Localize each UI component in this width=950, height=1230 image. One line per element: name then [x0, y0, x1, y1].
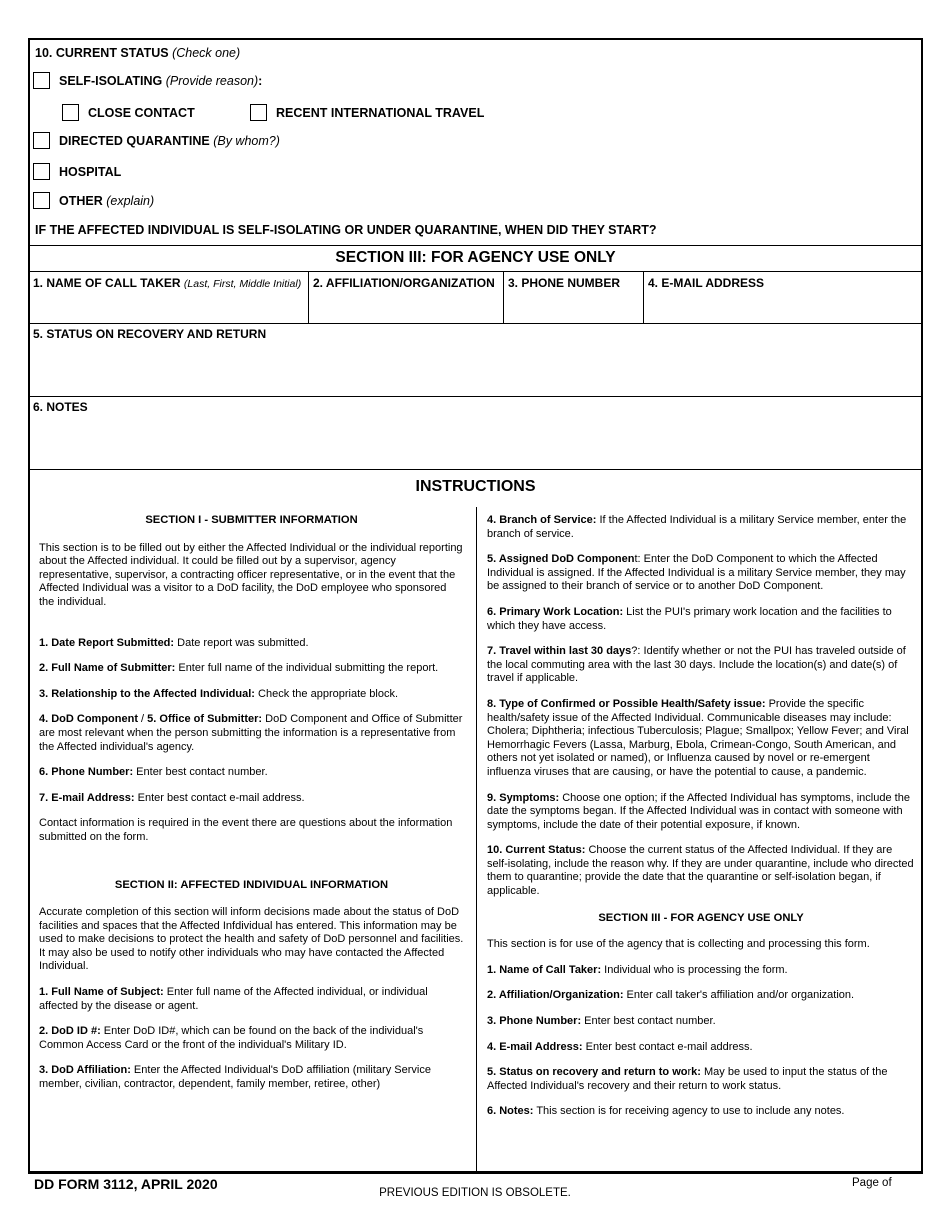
instruction-item: 6. Notes: This section is for receiving agency to use to include any notes. — [487, 1105, 845, 1118]
instruction-item: 5. Status on recovery and return to work: May be used to input the status of the Affected Individual's recovery and their return to work status. — [487, 1066, 888, 1092]
section-iii-title: SECTION III: FOR AGENCY USE ONLY — [335, 249, 616, 266]
divider — [643, 271, 644, 323]
phone-field[interactable]: 3. PHONE NUMBER — [508, 276, 621, 290]
obsolete-note: PREVIOUS EDITION IS OBSOLETE. — [379, 1187, 571, 1199]
contact-note: Contact information is required in the event there are questions about the information submitted on the form. — [39, 817, 453, 843]
email-field[interactable]: 4. E-MAIL ADDRESS — [648, 276, 765, 290]
instruction-item: 8. Type of Confirmed or Possible Health/Safety issue: Provide the specific health/safety issue of the Affected Individual. Communicable diseases may include: Cholera; Diphtheria; infectious Tuberculosis; Plague; Smallpox; Yellow Fever; and Viral Hemorrhagic Fevers (Lassa, Marburg, Ebola, Crimean-Congo, South American, and others not yet isolated or named), or Influenza caused by novel or re-emergent influenza viruses that are causing, or have the potential to cause, a pandemic. — [487, 697, 909, 778]
instruction-item: 7. Travel within last 30 days?: Identify whether or not the PUI has traveled outside of the local commuting area with the last 30 days. Include the location(s) and date(s) of travel if applicable. — [487, 645, 906, 685]
hospital-option — [33, 163, 121, 180]
instruction-item: 3. Phone Number: Enter best contact number. — [487, 1015, 716, 1028]
affiliation-field[interactable]: 2. AFFILIATION/ORGANIZATION — [313, 276, 495, 290]
instruction-item: 4. E-mail Address: Enter best contact e-mail address. — [487, 1040, 753, 1053]
instruction-item: 7. E-mail Address: Enter best contact e-mail address. — [39, 791, 305, 804]
instruction-item: 5. Assigned DoD Component: Enter the DoD Component to which the Affected Individual is assigned. If the Affected Individual is a military Service member, they may be assigned to their branch of service or to another DoD Component. — [487, 553, 906, 593]
instruction-item: 4. Branch of Service: If the Affected Individual is a military Service member, enter the branch of service. — [487, 514, 907, 540]
section-iii-intro: This section is for use of the agency that is collecting and processing this form. — [487, 938, 870, 951]
instruction-item: 6. Phone Number: Enter best contact number. — [39, 766, 268, 779]
recent-travel-label: RECENT INTERNATIONAL TRAVEL — [276, 105, 485, 120]
self-isolating-checkbox[interactable] — [33, 72, 50, 89]
instruction-item: 9. Symptoms: Choose one option; if the Affected Individual has symptoms, include the date the symptoms began. If the Affected Individual was in contact with someone with symptoms, include the date of their potential exposure, if known. — [487, 791, 910, 831]
section-i-heading: SECTION I - SUBMITTER INFORMATION — [145, 514, 358, 526]
divider — [308, 271, 309, 323]
divider — [30, 271, 921, 272]
directed-quarantine-option — [33, 132, 280, 149]
directed-quarantine-label: DIRECTED QUARANTINE — [59, 133, 210, 148]
instruction-item: 6. Primary Work Location: List the PUI's primary work location and the facilities to which they have access. — [487, 605, 892, 632]
instruction-item: 2. Full Name of Submitter: Enter full name of the individual submitting the report. — [39, 662, 439, 675]
other-label: OTHER — [59, 193, 103, 208]
instruction-item: 3. DoD Affiliation: Enter the Affected Individual's DoD affiliation (military Service member, civilian, contractor, dependent, family member, retiree, other) — [39, 1064, 431, 1091]
instructions-left-column — [39, 514, 464, 1092]
self-isolating-option — [33, 72, 262, 89]
self-isolating-colon: : — [258, 73, 263, 88]
quarantine-start-question[interactable]: IF THE AFFECTED INDIVIDUAL IS SELF-ISOLATING OR UNDER QUARANTINE, WHEN DID THEY START? — [35, 223, 657, 237]
page-number: Page of — [852, 1177, 892, 1189]
divider — [30, 245, 921, 246]
instruction-item: 3. Relationship to the Affected Individual: Check the appropriate block. — [39, 687, 399, 700]
instruction-item: 2. DoD ID #: Enter DoD ID#, which can be found on the back of the individual's Common Access Card or the front of the individual's Military ID. — [39, 1025, 424, 1051]
instruction-item: 10. Current Status: Choose the current status of the Affected Individual. If they are self-isolating, include the reason why. If they are under quarantine, include who directed them to quarantine; provide the date that the quarantine or self-isolation began, if applicable. — [487, 844, 914, 898]
divider — [30, 469, 921, 470]
call-taker-hint: (Last, First, Middle Initial) — [183, 278, 302, 290]
directed-quarantine-checkbox[interactable] — [33, 132, 50, 149]
close-contact-option — [62, 104, 195, 121]
divider — [503, 271, 504, 323]
current-status-heading — [35, 46, 921, 60]
form-page — [28, 38, 923, 1174]
instruction-item: 1. Date Report Submitted: Date report was submitted. — [39, 636, 309, 649]
hospital-checkbox[interactable] — [33, 163, 50, 180]
close-contact-label: CLOSE CONTACT — [88, 105, 195, 120]
section-i-intro: This section is to be filled out by either the Affected Individual or the individual reporting about the Affected individual. It could be filled out by a supervisor, agency representative, supervisor, a contracting officer representative, or in the event that the Affected Individual was a visitor to a DoD facility, the DoD employee who sponsored the individual. — [39, 541, 463, 608]
recent-travel-checkbox[interactable] — [250, 104, 267, 121]
instruction-item: 2. Affiliation/Organization: Enter call taker's affiliation and/or organization. — [487, 989, 855, 1002]
hospital-label: HOSPITAL — [59, 164, 122, 179]
form-id: DD FORM 3112, APRIL 2020 — [34, 1176, 218, 1192]
other-option — [33, 192, 154, 209]
instructions-right-column — [487, 514, 915, 1119]
self-isolating-label: SELF-ISOLATING — [59, 73, 163, 88]
column-divider — [476, 507, 477, 1173]
divider — [30, 396, 921, 397]
section-ii-heading: SECTION II: AFFECTED INDIVIDUAL INFORMATION — [114, 878, 389, 891]
directed-quarantine-hint: (By whom?) — [213, 133, 280, 148]
instructions-title: INSTRUCTIONS — [415, 478, 536, 495]
current-status-hint: (Check one) — [172, 46, 241, 60]
other-hint: (explain) — [106, 193, 155, 208]
current-status-label: 10. CURRENT STATUS — [35, 46, 169, 60]
instruction-item: 4. DoD Component / 5. Office of Submitter: DoD Component and Office of Submitter are most relevant when the person submitting the information is a representative from the Affected individual's agency. — [39, 713, 463, 753]
recent-travel-option — [250, 104, 484, 121]
status-recovery-field[interactable]: 5. STATUS ON RECOVERY AND RETURN — [33, 327, 267, 341]
notes-field[interactable]: 6. NOTES — [33, 400, 88, 414]
instruction-item: 1. Full Name of Subject: Enter full name of the Affected individual, or individual affected by the disease or agent. — [39, 986, 428, 1012]
section-iii-heading: SECTION III - FOR AGENCY USE ONLY — [598, 911, 804, 924]
other-checkbox[interactable] — [33, 192, 50, 209]
instruction-item: 1. Name of Call Taker: Individual who is processing the form. — [487, 963, 788, 976]
call-taker-label: 1. NAME OF CALL TAKER — [33, 276, 181, 290]
call-taker-field[interactable] — [33, 276, 301, 290]
close-contact-checkbox[interactable] — [62, 104, 79, 121]
self-isolating-hint: (Provide reason) — [165, 73, 259, 88]
divider — [30, 323, 921, 324]
section-ii-intro: Accurate completion of this section will inform decisions made about the status of DoD facilities and spaces that the Affected Infdividual has entered. This information may be used to make decisions to protect the health and safety of DoD personnel and facilities. It may also be used to notify other individuals who may have contacted the Affected Individual. — [39, 906, 464, 973]
